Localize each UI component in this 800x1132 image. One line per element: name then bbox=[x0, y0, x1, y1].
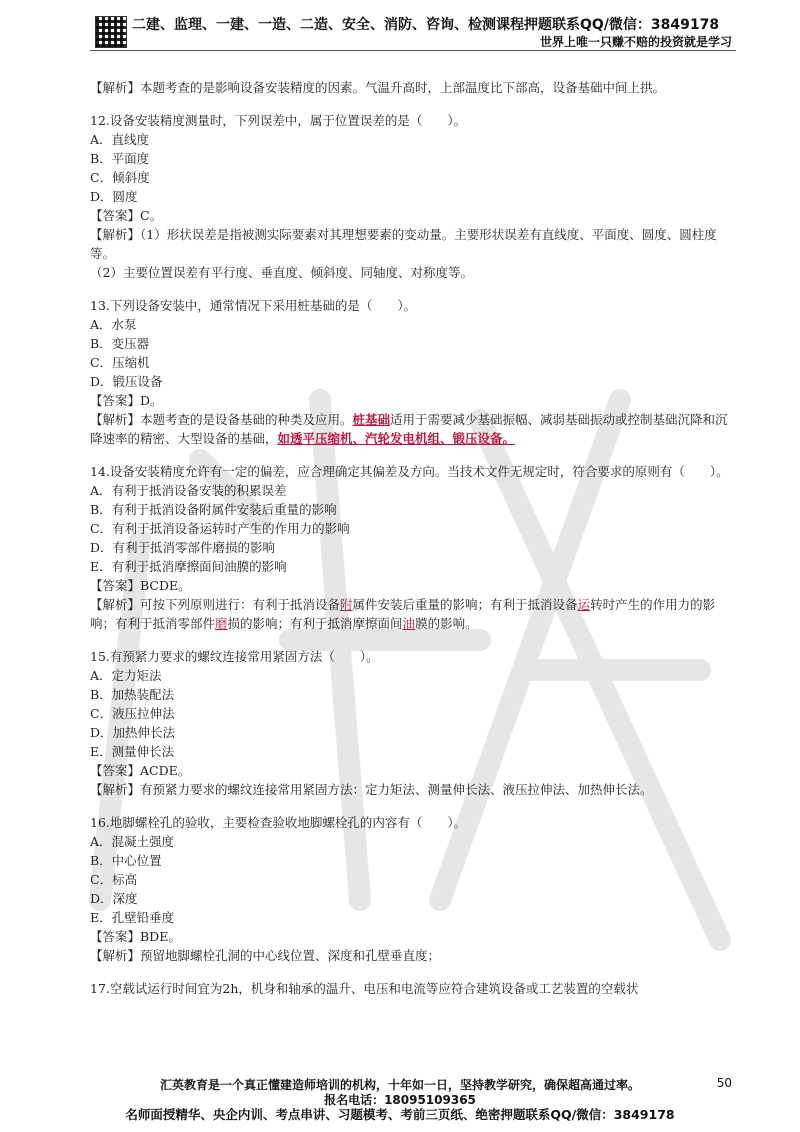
document-body bbox=[90, 78, 740, 998]
q15-answer: 【答案】ACDE。 bbox=[90, 763, 191, 778]
q12-stem: 12.设备安装精度测量时，下列误差中，属于位置误差的是（ ）。 bbox=[90, 113, 467, 128]
q16-option: B．中心位置 bbox=[90, 853, 162, 868]
q14-analysis-text: 损的影响；有利于抵消摩擦面间 bbox=[227, 616, 403, 631]
page-number: 50 bbox=[716, 1076, 732, 1090]
q12-option: B．平面度 bbox=[90, 151, 150, 166]
q14-analysis bbox=[90, 595, 740, 633]
q12-option: A．直线度 bbox=[90, 132, 150, 147]
header-divider bbox=[90, 50, 736, 51]
q16-option: E．孔壁铅垂度 bbox=[90, 910, 175, 925]
q13-highlight: 如透平压缩机、汽轮发电机组、锻压设备。 bbox=[277, 431, 516, 446]
q16-answer: 【答案】BDE。 bbox=[90, 929, 181, 944]
q13-analysis bbox=[90, 410, 740, 448]
q12-answer: 【答案】C。 bbox=[90, 208, 163, 223]
q14-option: B．有利于抵消设备附属件安装后重量的影响 bbox=[90, 502, 337, 517]
header-contact: 二建、监理、一建、一造、二造、安全、消防、咨询、检测课程押题联系QQ/微信：3849178 bbox=[132, 17, 720, 33]
q17-stem: 17.空载试运行时间宜为2h，机身和轴承的温升、电压和电流等应符合建筑设备或工艺装置的空载状 bbox=[90, 981, 639, 996]
q16-option: C．标高 bbox=[90, 872, 138, 887]
q13-analysis-text: 适用于需要减少基础振幅、减弱基础振动或控制基础沉降和沉降速率的精密、大型设备的基础， bbox=[90, 412, 728, 446]
footer-slogan: 汇英教育是一个真正懂建造师培训的机构，十年如一日，坚持教学研究，确保超高通过率。 bbox=[159, 1078, 640, 1092]
q14-option: D．有利于抵消零部件磨损的影响 bbox=[90, 540, 276, 555]
q13-highlight: 桩基础 bbox=[352, 412, 391, 427]
q15-option: E．测量伸长法 bbox=[90, 744, 175, 759]
q14-answer: 【答案】BCDE。 bbox=[90, 578, 191, 593]
q16-option: A．混凝土强度 bbox=[90, 834, 175, 849]
q14-analysis-text: 转时产生的作用力的影响；有利于抵消零部件 bbox=[90, 597, 716, 631]
qr-code bbox=[95, 16, 127, 48]
q12-analysis-2: （2）主要位置误差有平行度、垂直度、倾斜度、同轴度、对称度等。 bbox=[90, 265, 473, 280]
q14-option: E．有利于抵消摩擦面间油膜的影响 bbox=[90, 559, 287, 574]
q15-stem: 15.有预紧力要求的螺纹连接常用紧固方法（ ）。 bbox=[90, 649, 379, 664]
q14-option: C．有利于抵消设备运转时产生的作用力的影响 bbox=[90, 521, 350, 536]
q16-analysis: 【解析】预留地脚螺栓孔洞的中心线位置、深度和孔壁垂直度； bbox=[90, 948, 441, 963]
q12-analysis: 【解析】（1）形状误差是指被测实际要素对其理想要素的变动量。主要形状误差有直线度、平面度、圆度、圆柱度等。 bbox=[90, 227, 717, 261]
q14-highlight: 磨 bbox=[215, 616, 228, 631]
header-slogan: 世界上唯一只赚不赔的投资就是学习 bbox=[539, 35, 732, 49]
q14-highlight: 运 bbox=[577, 597, 591, 612]
q16-stem: 16.地脚螺栓孔的验收，主要检查验收地脚螺栓孔的内容有（ ）。 bbox=[90, 815, 467, 830]
footer-phone: 报名电话：18095109365 bbox=[324, 1093, 476, 1107]
q15-analysis: 【解析】有预紧力要求的螺纹连接常用紧固方法：定力矩法、测量伸长法、液压拉伸法、加热伸长法。 bbox=[90, 782, 653, 797]
q14-analysis-text: 【解析】可按下列原则进行：有利于抵消设备 bbox=[90, 597, 341, 612]
q14-option: A．有利于抵消设备安装的积累误差 bbox=[90, 483, 287, 498]
q13-option: B．变压器 bbox=[90, 336, 150, 351]
q16-option: D．深度 bbox=[90, 891, 138, 906]
q14-stem: 14.设备安装精度允许有一定的偏差，应合理确定其偏差及方向。当技术文件无规定时，符合要求的原则有（ ）。 bbox=[90, 464, 729, 479]
q14-analysis-text: 膜的影响。 bbox=[415, 616, 478, 631]
q15-option: C．液压拉伸法 bbox=[90, 706, 175, 721]
q13-option: C．压缩机 bbox=[90, 355, 150, 370]
q13-option: A．水泵 bbox=[90, 317, 137, 332]
q12-option: D．圆度 bbox=[90, 189, 138, 204]
q13-option: D．锻压设备 bbox=[90, 374, 163, 389]
q13-analysis-text: 【解析】本题考查的是设备基础的种类及应用。 bbox=[90, 412, 353, 427]
q13-answer: 【答案】D。 bbox=[90, 393, 163, 408]
q15-option: B．加热装配法 bbox=[90, 687, 175, 702]
footer-contact: 名师面授精华、央企内训、考点串讲、习题模考、考前三页纸、绝密押题联系QQ/微信：3849178 bbox=[125, 1107, 675, 1122]
q14-highlight: 油 bbox=[402, 616, 416, 631]
intro-analysis: 【解析】本题考查的是影响设备安装精度的因素。气温升高时，上部温度比下部高，设备基础中间上拱。 bbox=[90, 80, 666, 95]
q15-option: D．加热伸长法 bbox=[90, 725, 176, 740]
q13-stem: 13.下列设备安装中，通常情况下采用桩基础的是（ ）。 bbox=[90, 298, 417, 313]
q14-analysis-text: 属件安装后重量的影响；有利于抵消设备 bbox=[352, 597, 578, 612]
q14-highlight: 附 bbox=[340, 597, 353, 612]
q12-option: C．倾斜度 bbox=[90, 170, 150, 185]
q15-option: A．定力矩法 bbox=[90, 668, 162, 683]
